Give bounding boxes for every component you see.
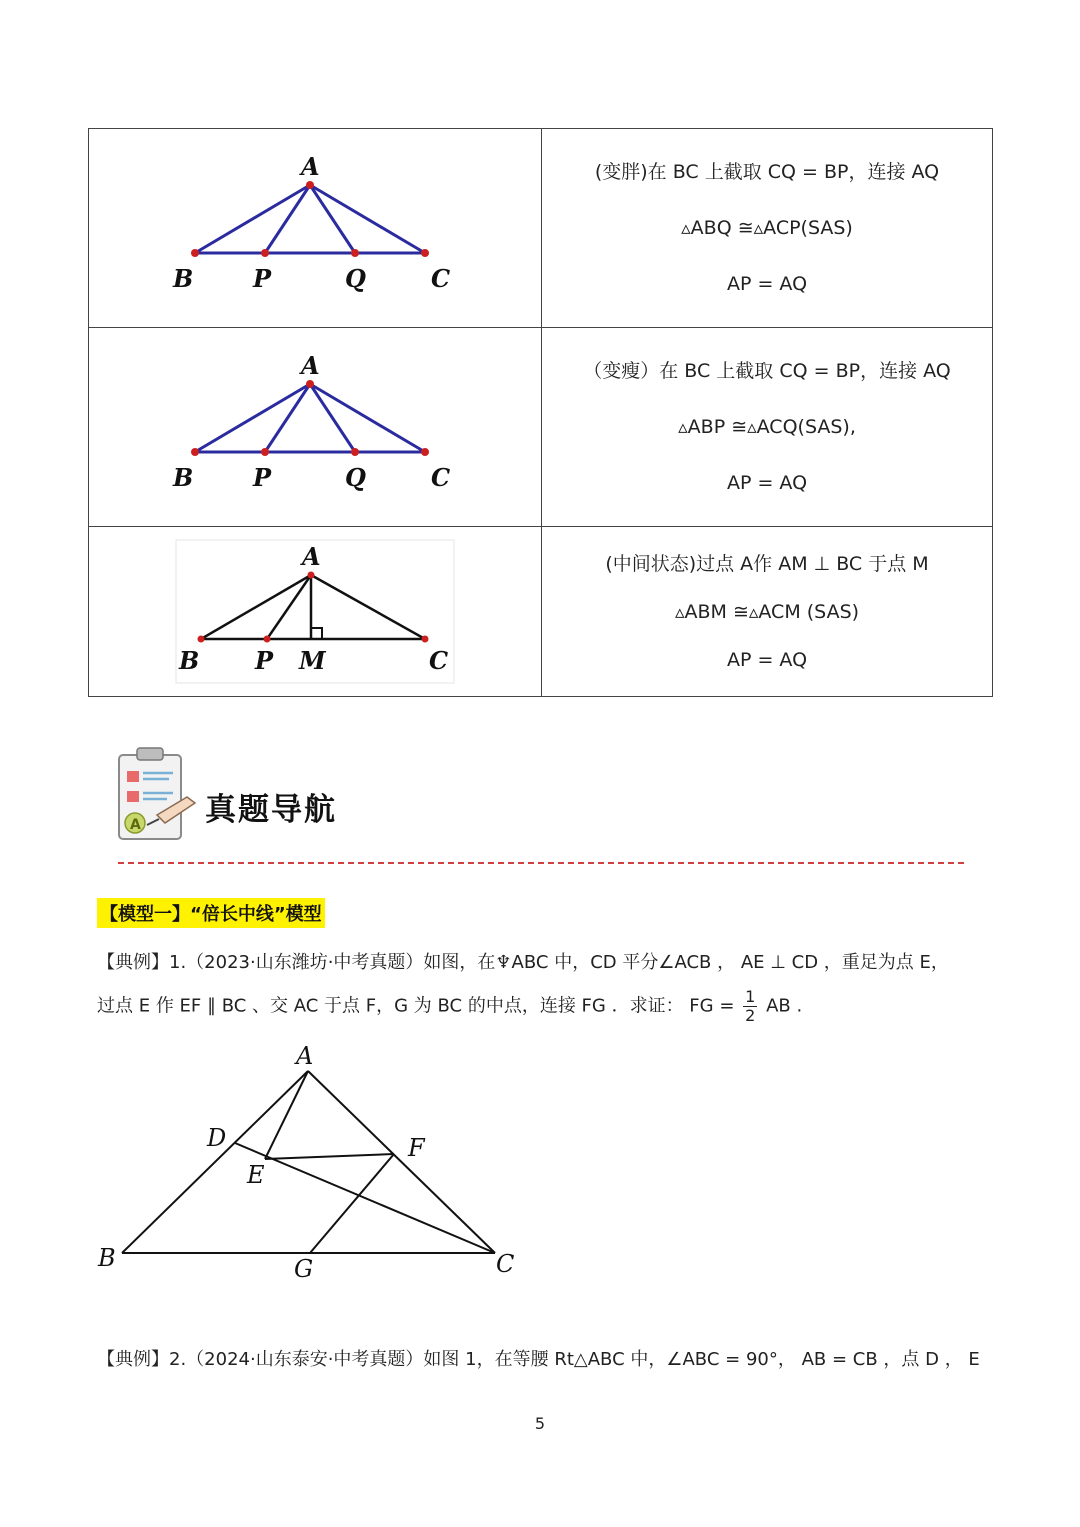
label-a: A <box>301 153 320 181</box>
label-p: P <box>253 264 272 293</box>
side-ac <box>311 575 425 639</box>
table-row <box>89 527 993 697</box>
example1-line1: 【典例】1.（2023·山东潍坊·中考真题）如图，在♆ABC 中，CD 平分∠ACB ， AE ⊥ CD ，重足为点 E， <box>97 952 949 973</box>
model-heading: 【模型一】“倍长中线”模型 <box>97 898 325 928</box>
point <box>191 448 199 456</box>
point <box>351 448 359 456</box>
table-row <box>89 129 993 328</box>
example2-line1: 【典例】2.（2024·山东泰安·中考真题）如图 1，在等腰 Rt△ABC 中，∠ABC = 90°， AB = CB ，点 D ， E <box>97 1349 980 1370</box>
label-b: B <box>98 1244 116 1272</box>
icon-letter: A <box>130 817 141 833</box>
side-ac <box>308 1071 495 1253</box>
label-c: C <box>429 646 449 675</box>
text-line: ▵ABQ ≅▵ACP(SAS) <box>681 217 853 239</box>
geometry-figure <box>90 1040 530 1290</box>
side-ab <box>195 185 310 253</box>
point <box>306 181 314 189</box>
side-ab <box>195 384 310 452</box>
fraction-numerator: 1 <box>745 987 756 1006</box>
segment-ae <box>265 1071 308 1159</box>
example1-line2-end: AB . <box>766 995 803 1017</box>
segment-ef <box>265 1154 394 1159</box>
segment-ap <box>265 185 310 253</box>
side-ac <box>310 185 425 253</box>
label-c: C <box>431 264 451 293</box>
text-line: ▵ABP ≅▵ACQ(SAS), <box>678 416 856 438</box>
fraction <box>743 988 757 1025</box>
text-line: ▵ABM ≅▵ACM (SAS) <box>674 600 860 623</box>
text-line: AP = AQ <box>726 648 808 671</box>
triangle-figure-fat <box>165 153 465 303</box>
label-c: C <box>496 1250 515 1278</box>
label-q: Q <box>345 264 366 293</box>
example1-line2 <box>97 988 802 1025</box>
label-e: E <box>247 1161 265 1189</box>
fraction-denominator: 2 <box>745 1006 756 1025</box>
label-q: Q <box>345 463 366 492</box>
divider <box>118 862 964 864</box>
label-a: A <box>296 1042 314 1070</box>
label-a: A <box>301 352 320 380</box>
side-ac <box>310 384 425 452</box>
point <box>351 249 359 257</box>
side-ab <box>201 575 311 639</box>
text-line: (中间状态)过点 A作 AM ⊥ BC 于点 M <box>605 552 929 575</box>
figure-cell <box>89 129 542 328</box>
label-p: P <box>253 463 272 492</box>
point <box>308 572 315 579</box>
text-cell <box>542 527 993 697</box>
point <box>191 249 199 257</box>
label-f: F <box>408 1134 425 1162</box>
section-title: 真题导航 <box>205 792 337 828</box>
triangle-figure-thin <box>165 352 465 502</box>
label-g: G <box>294 1255 314 1283</box>
clipboard-icon <box>115 745 200 843</box>
segment-aq <box>310 384 355 452</box>
page-number: 5 <box>534 1414 546 1433</box>
point <box>264 636 271 643</box>
segment-ap <box>265 384 310 452</box>
point <box>261 249 269 257</box>
point <box>261 448 269 456</box>
label-p: P <box>255 646 274 675</box>
text-line: (变胖)在 BC 上截取 CQ = BP，连接 AQ <box>594 161 940 183</box>
right-angle-mark <box>311 628 322 639</box>
label-m: M <box>299 646 326 675</box>
point <box>198 636 205 643</box>
triangle-figure-middle <box>175 539 455 684</box>
text-line: AP = AQ <box>726 273 808 295</box>
segment-aq <box>310 185 355 253</box>
text-cell <box>542 129 993 328</box>
figure-cell <box>89 328 542 527</box>
example1-line2-text: 过点 E 作 EF ∥ BC 、交 AC 于点 F，G 为 BC 的中点，连接 FG ．求证： FG = <box>97 995 735 1017</box>
label-b: B <box>173 463 194 492</box>
figure-cell <box>89 527 542 697</box>
label-a: A <box>302 542 321 571</box>
point <box>422 636 429 643</box>
point <box>421 448 429 456</box>
text-line: （变瘦）在 BC 上截取 CQ = BP，连接 AQ <box>583 360 951 382</box>
label-b: B <box>173 264 194 293</box>
segment-fg <box>310 1154 394 1253</box>
text-line: AP = AQ <box>726 472 808 494</box>
table-row <box>89 328 993 527</box>
text-cell <box>542 328 993 527</box>
segment-ap <box>267 575 311 639</box>
label-c: C <box>431 463 451 492</box>
point <box>306 380 314 388</box>
label-b: B <box>179 646 200 675</box>
point <box>421 249 429 257</box>
label-d: D <box>207 1124 227 1152</box>
model-table <box>88 128 993 697</box>
